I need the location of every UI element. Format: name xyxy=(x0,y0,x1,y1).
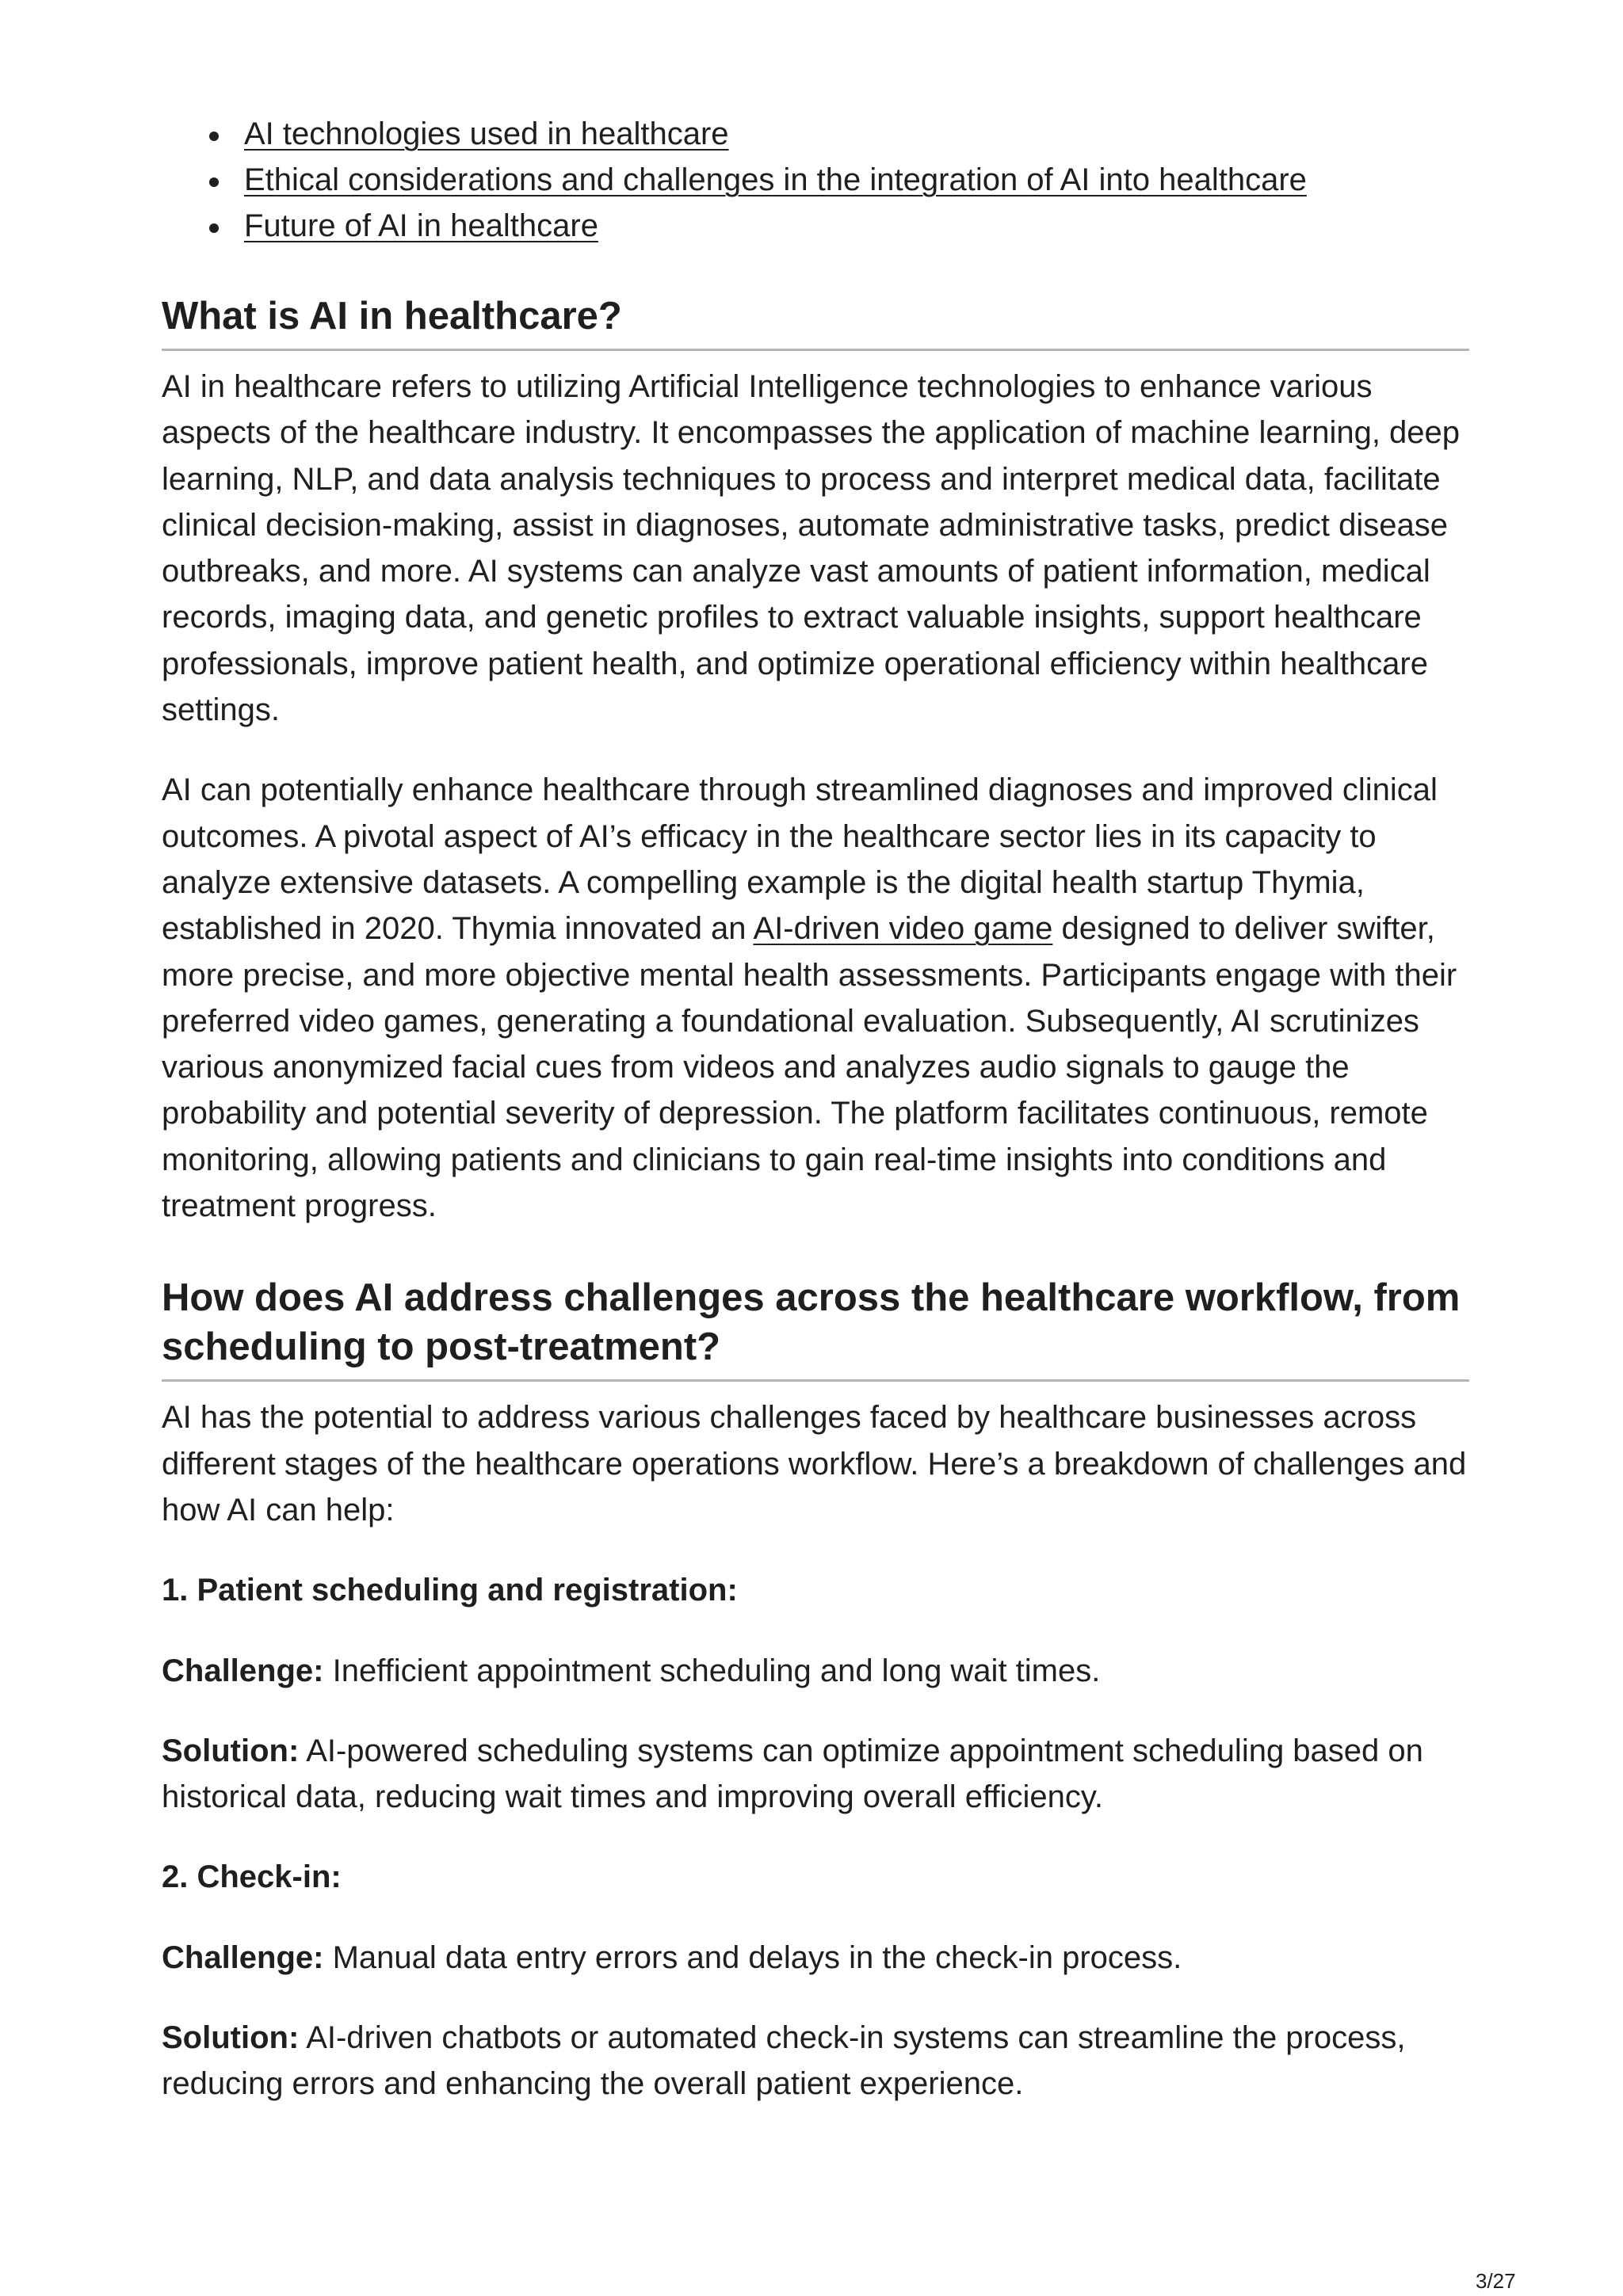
subheading-check-in xyxy=(162,1854,1469,1900)
challenge-label: Challenge: xyxy=(162,1939,324,1975)
subheading-patient-scheduling xyxy=(162,1567,1469,1613)
toc-link-ethical-considerations[interactable]: Ethical considerations and challenges in the integration of AI into healthcare xyxy=(244,162,1307,197)
challenge-text: Inefficient appointment scheduling and long wait times. xyxy=(323,1653,1101,1688)
challenge-text: Manual data entry errors and delays in the check-in process. xyxy=(323,1939,1182,1975)
challenge-patient-scheduling xyxy=(162,1648,1469,1694)
subheading-text: 1. Patient scheduling and registration: xyxy=(162,1573,738,1608)
toc-link-future-of-ai[interactable]: Future of AI in healthcare xyxy=(244,208,598,243)
toc-item xyxy=(244,203,1469,249)
solution-label: Solution: xyxy=(162,2020,300,2056)
table-of-contents xyxy=(162,111,1469,249)
paragraph-ai-potential xyxy=(162,767,1469,1229)
subheading-text: 2. Check-in: xyxy=(162,1859,342,1895)
challenge-check-in xyxy=(162,1935,1469,1981)
solution-label: Solution: xyxy=(162,1733,300,1768)
solution-text: AI-powered scheduling systems can optimize appointment scheduling based on historical data, reducing wait times and improving overall efficiency. xyxy=(162,1733,1423,1815)
toc-item xyxy=(244,157,1469,203)
solution-text: AI-driven chatbots or automated check-in systems can streamline the process, reducing errors and enhancing the overall patient experience. xyxy=(162,2020,1406,2102)
link-ai-driven-video-game[interactable]: AI-driven video game xyxy=(753,911,1053,947)
document-content xyxy=(162,111,1469,2107)
paragraph-text: AI can potentially enhance healthcare through streamlined diagnoses and improved clinical outcomes. A pivotal aspect of AI’s efficacy in the healthcare sector lies in its capacity to analyze extensive datasets. A compelling example is the digital health startup Thymia, established in 2020. Thymia innovated an xyxy=(162,772,1438,947)
solution-patient-scheduling xyxy=(162,1728,1469,1821)
toc-item xyxy=(244,111,1469,157)
solution-check-in xyxy=(162,2015,1469,2107)
paragraph-ai-definition: AI in healthcare refers to utilizing Artificial Intelligence technologies to enhance various aspects of the healthcare industry. It encompasses the application of machine learning, deep learning, NLP, and data analysis techniques to process and interpret medical data, facilitate clinical decision-making, assist in diagnoses, automate administrative tasks, predict disease outbreaks, and more. AI systems can analyze vast amounts of patient information, medical records, imaging data, and genetic profiles to extract valuable insights, support healthcare professionals, improve patient health, and optimize operational efficiency within healthcare settings. xyxy=(162,369,1461,728)
paragraph-workflow-intro: AI has the potential to address various challenges faced by healthcare businesses across different stages of the healthcare operations workflow. Here’s a breakdown of challenges and how AI can help: xyxy=(162,1400,1467,1527)
section-heading-workflow-challenges: How does AI address challenges across the healthcare workflow, from scheduling to post-treatment? xyxy=(162,1273,1469,1382)
toc-link-ai-technologies[interactable]: AI technologies used in healthcare xyxy=(244,116,729,151)
challenge-label: Challenge: xyxy=(162,1653,324,1688)
paragraph-text: designed to deliver swifter, more precise, and more objective mental health assessments. Participants engage with their preferred video games, generating a foundational evaluation. Subsequently, AI scrutinizes various anonymized facial cues from videos and analyzes audio signals to gauge the probability and potential severity of depression. The platform facilitates continuous, remote monitoring, allowing patients and clinicians to gain real-time insights into conditions and treatment progress. xyxy=(162,911,1457,1224)
page-number: 3/27 xyxy=(1476,2269,1516,2293)
section-heading-what-is-ai: What is AI in healthcare? xyxy=(162,292,1469,351)
